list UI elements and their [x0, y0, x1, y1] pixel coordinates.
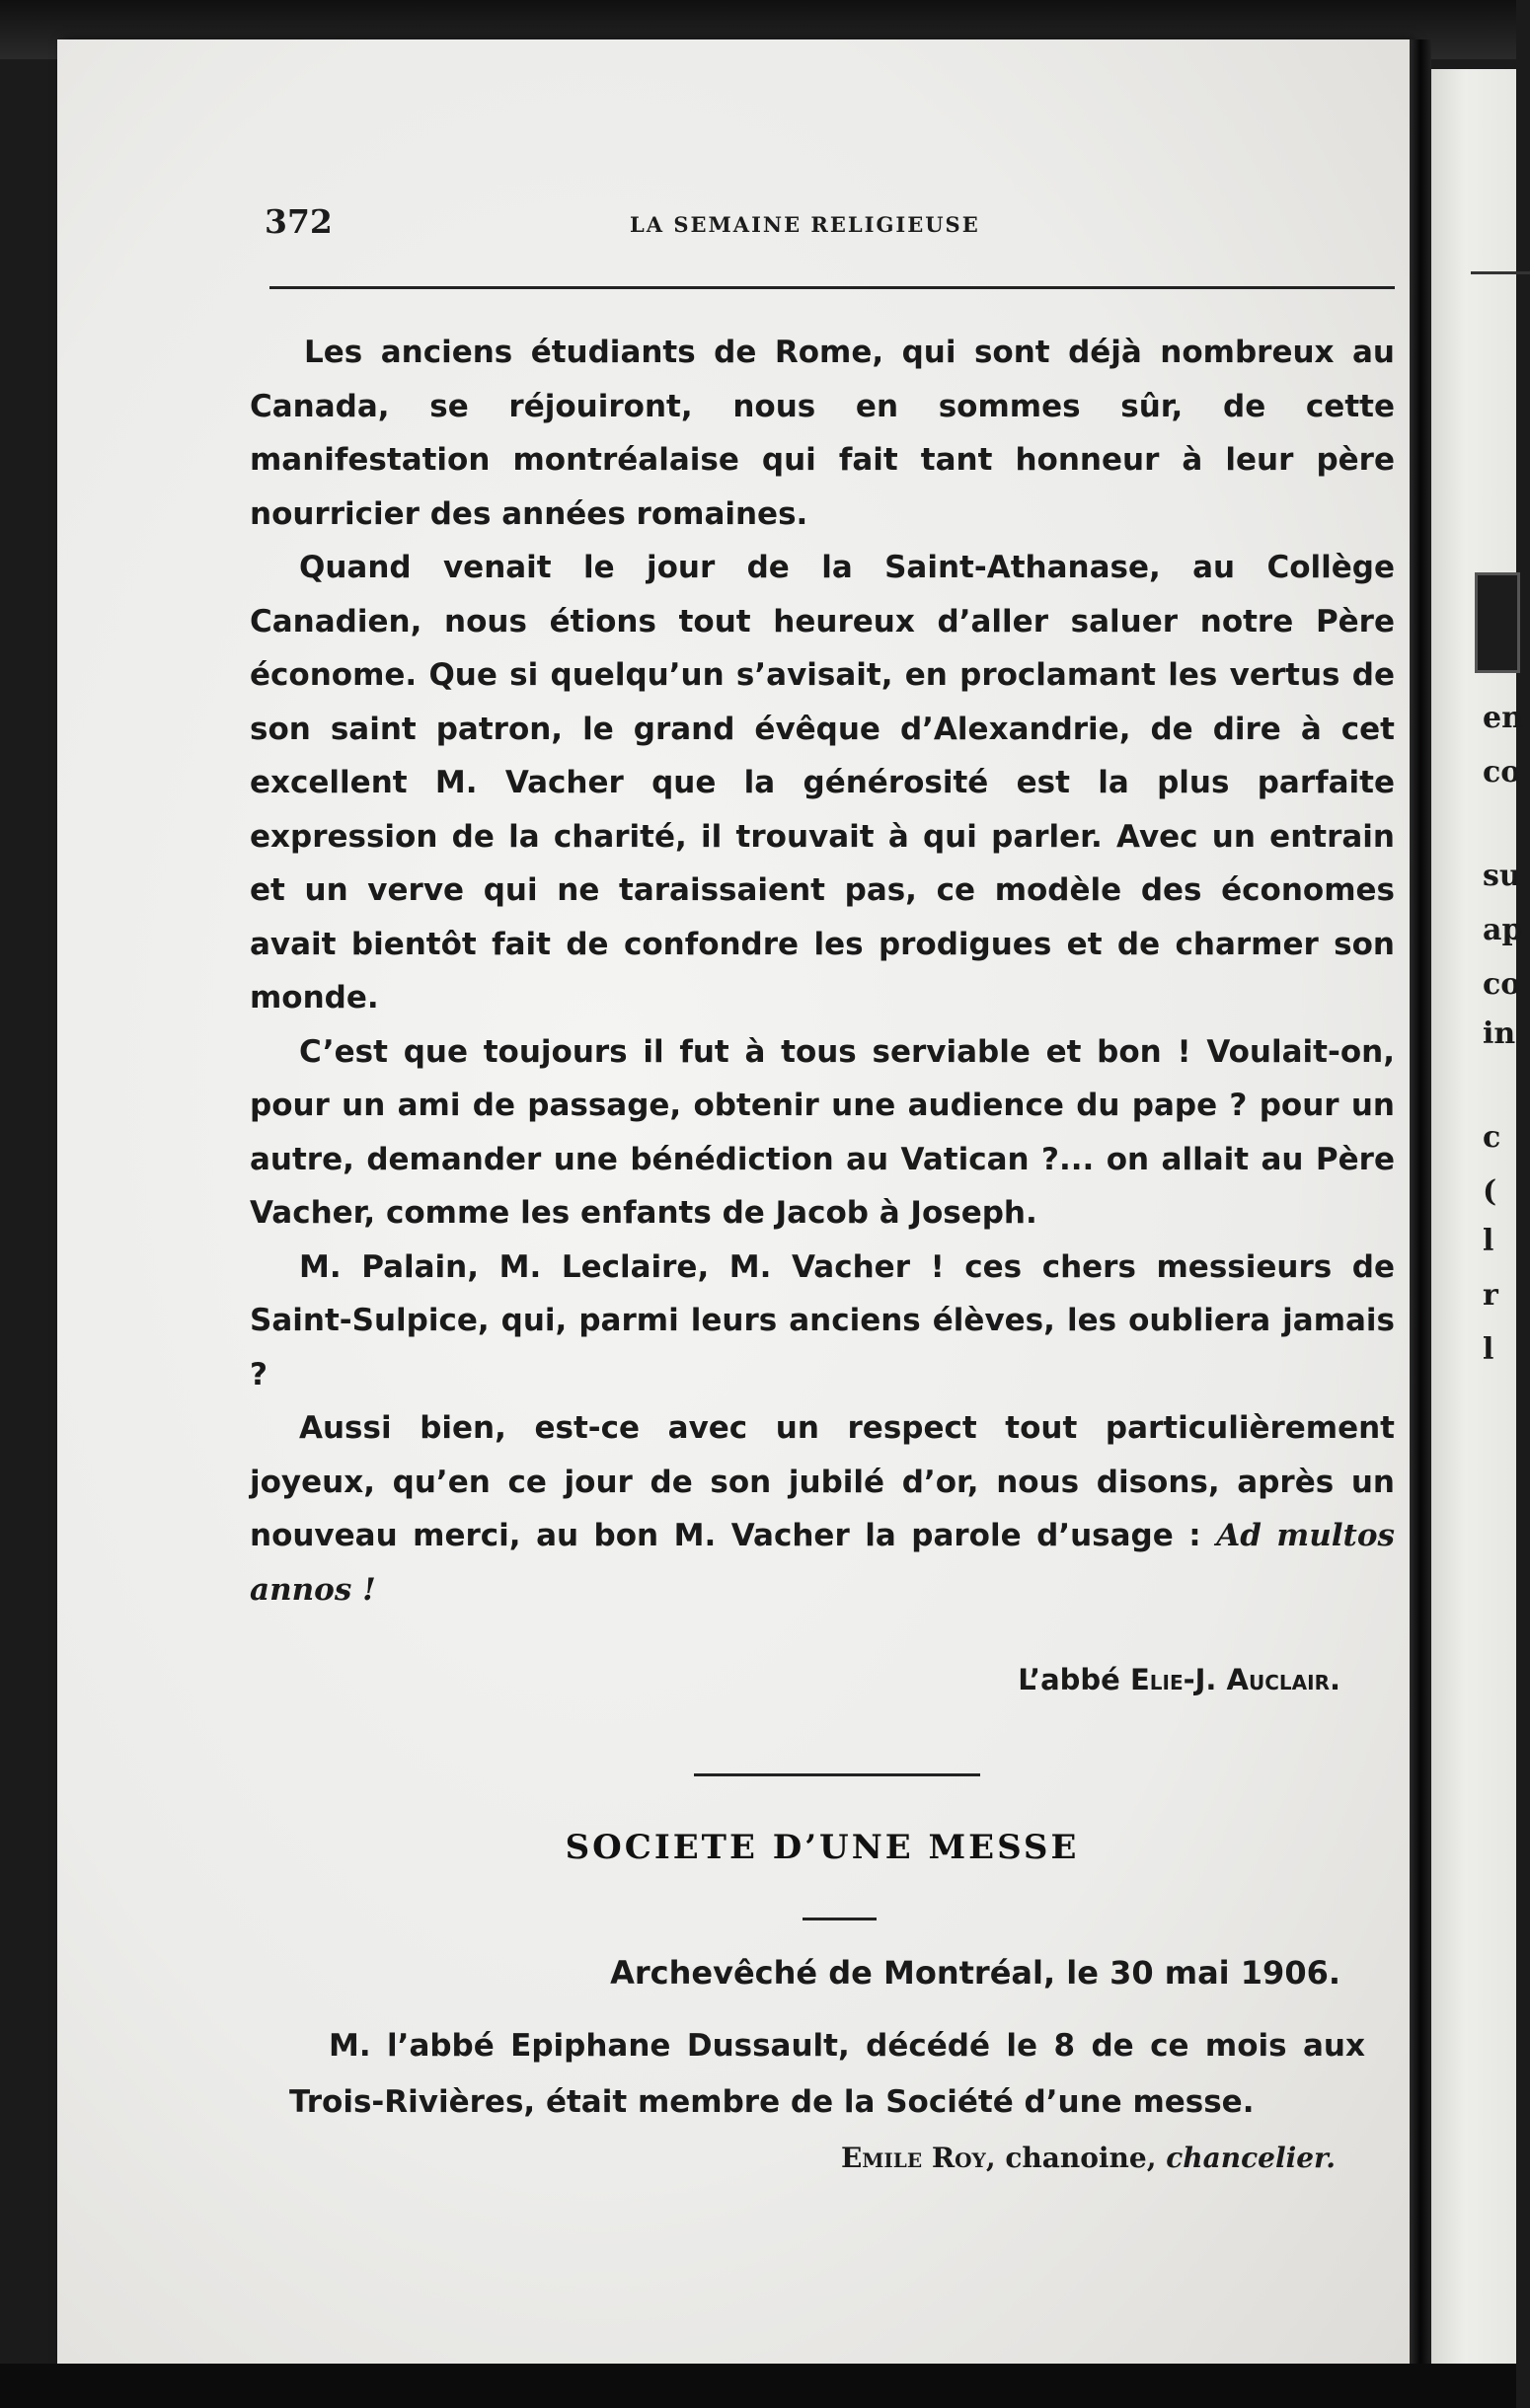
scanner-background-bottom — [0, 2364, 1516, 2408]
article-body — [250, 326, 1395, 1617]
signer-title: chancelier. — [1166, 2142, 1336, 2174]
paragraph: C’est que toujours il fut à tous serviable et bon ! Voulait-on, pour un ami de passage, obtenir une audience du pape ? pour un autre, demander une bénédiction au Vatican ?... on allait au Père Vacher, comme les enfants de Jacob à Joseph. — [250, 1033, 1395, 1231]
signer-name: Emile Roy, — [840, 2142, 996, 2174]
header-rule — [269, 286, 1395, 289]
paragraph-closing — [250, 1401, 1395, 1617]
notice-signature — [250, 2142, 1336, 2174]
journal-title: LA SEMAINE RELIGIEUSE — [630, 212, 980, 237]
adjacent-fragment: ap — [1483, 913, 1523, 947]
article-signature — [250, 1663, 1340, 1696]
adjacent-page-edge — [1431, 69, 1523, 2378]
latin-phrase: Ad multos annos ! — [250, 1518, 1395, 1608]
adjacent-fragment: r — [1483, 1278, 1498, 1313]
adjacent-fragment: su — [1483, 859, 1521, 893]
notice-body — [289, 2018, 1365, 2131]
page-number: 372 — [265, 202, 333, 241]
paragraph: Quand venait le jour de la Saint-Athanase, au Collège Canadien, nous étions tout heureux d’aller saluer notre Père économe. Que si quelqu’un s’avisait, en proclamant les vertus de son saint patron, le grand évêque d’Alexandrie, de dire à cet excellent M. Vacher que la générosité est la plus parfaite expression de la charité, il trouvait à qui parler. Avec un entrain et un verve qui ne taraissaient pas, ce modèle des économes avait bientôt fait de confondre les prodigues et de charmer son monde. — [250, 550, 1395, 1016]
adjacent-fragment: c — [1483, 1120, 1501, 1155]
adjacent-fragment: en — [1483, 701, 1523, 735]
notice-text: M. l’abbé Epiphane Dussault, décédé le 8 de ce mois aux Trois-Rivières, était membre de la Société d’une messe. — [289, 2028, 1365, 2120]
signer-role: chanoine, — [1005, 2142, 1157, 2174]
section-separator — [694, 1773, 980, 1776]
signature-name: Elie-J. Auclair. — [1129, 1663, 1340, 1696]
section-title: SOCIETE D’UNE MESSE — [565, 1828, 1080, 1867]
adjacent-fragment: in — [1483, 1016, 1516, 1051]
adjacent-page-rule — [1471, 271, 1530, 274]
adjacent-fragment: ( — [1483, 1174, 1497, 1209]
adjacent-page-drop-initial — [1475, 572, 1520, 673]
paragraph: M. Palain, M. Leclaire, M. Vacher ! ces chers messieurs de Saint-Sulpice, qui, parmi leurs anciens élèves, les oubliera jamais ? — [250, 1248, 1395, 1392]
running-head — [57, 202, 1410, 242]
book-page — [57, 39, 1410, 2364]
adjacent-fragment: l — [1483, 1332, 1494, 1367]
title-underline — [803, 1918, 877, 1920]
adjacent-fragment: co — [1483, 755, 1521, 790]
book-gutter — [1410, 39, 1431, 2364]
signature-prefix: L’abbé — [1018, 1663, 1120, 1696]
adjacent-fragment: co — [1483, 967, 1521, 1002]
closing-text: Aussi bien, est-ce avec un respect tout particulièrement joyeux, qu’en ce jour de son jubilé d’or, nous disons, après un nouveau merci, au bon M. Vacher la parole d’usage : — [250, 1410, 1395, 1553]
adjacent-fragment: l — [1483, 1224, 1494, 1258]
notice-dateline: Archevêché de Montréal, le 30 mai 1906. — [610, 1954, 1340, 1992]
paragraph: Les anciens étudiants de Rome, qui sont déjà nombreux au Canada, se réjouiront, nous en sommes sûr, de cette manifestation montréalaise qui fait tant honneur à leur père nourricier des années romaines. — [250, 335, 1395, 532]
